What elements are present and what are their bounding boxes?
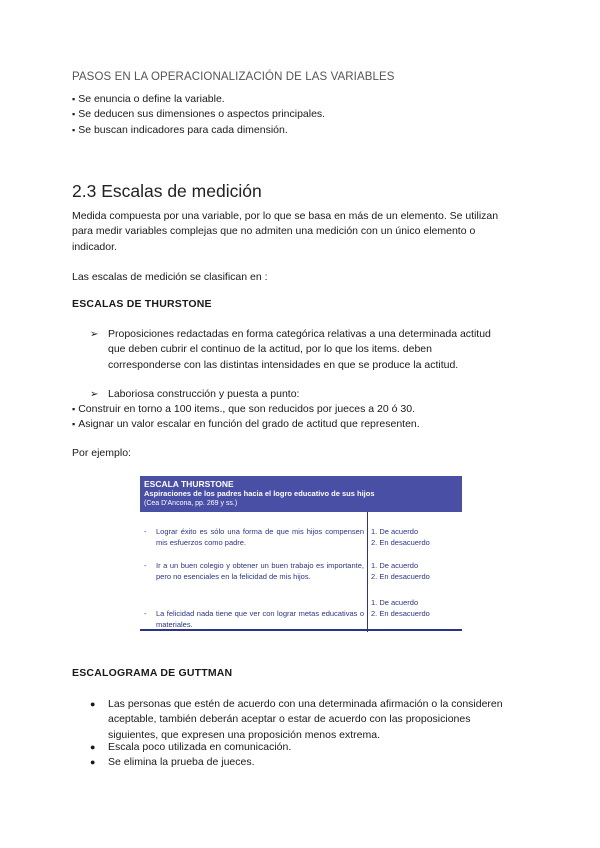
item-line: Las personas que estén de acuerdo con una determinada afirmación o la consideren: [108, 698, 503, 710]
bullet-icon: ●: [90, 757, 96, 767]
guttman-bullet-1: [90, 697, 530, 743]
item-line: Proposiciones redactadas en forma categórica relativas a una determinada actitud: [108, 328, 491, 340]
guttman-bullet-3: [90, 755, 530, 770]
thurstone-arrow-item-1: [90, 327, 520, 373]
arrow-bullet-icon: ➢: [90, 389, 99, 400]
bullet-icon: ●: [90, 699, 96, 709]
bullet-icon: ●: [90, 742, 96, 752]
row-statement: Ir a un buen colegio y obtener un buen trabajo es importante, pero no esenciales en la felicidad de mis hijos.: [156, 561, 364, 581]
item-line: Escala poco utilizada en comunicación.: [108, 741, 292, 753]
heading-thurstone: ESCALAS DE THURSTONE: [72, 298, 212, 310]
item-line: Se elimina la prueba de jueces.: [108, 756, 255, 768]
heading-guttman: ESCALOGRAMA DE GUTTMAN: [72, 667, 233, 679]
figure-divider: [367, 512, 368, 632]
paragraph-line: para medir variables complejas que no admiten una medición con un único elemento o: [72, 225, 476, 238]
list-item: ▪ Se enuncia o define la variable.: [72, 92, 325, 107]
figure-bottom-rule: [140, 629, 462, 631]
figure-title: ESCALA THURSTONE: [144, 479, 234, 489]
list-item: ▪ Se buscan indicadores para cada dimensión.: [72, 123, 325, 138]
clasifican-text: Las escalas de medición se clasifican en :: [72, 271, 268, 283]
item-line: corresponderse con las distintas intensidades en que se produce la actitud.: [108, 358, 459, 371]
option-label: 1. De acuerdo: [371, 561, 419, 570]
option-label: 2. En desacuerdo: [371, 572, 430, 581]
item-line: Laboriosa construcción y puesta a punto:: [108, 388, 300, 400]
paragraph-line: Medida compuesta por una variable, por lo que se basa en más de un elemento. Se utilizan: [72, 210, 499, 222]
row-options: [371, 560, 430, 582]
thurstone-arrow-item-2: [90, 387, 520, 402]
list-item: ▪ Construir en torno a 100 items., que son reducidos por jueces a 20 ó 30.: [72, 402, 420, 417]
list-item: ▪ Se deducen sus dimensiones o aspectos principales.: [72, 107, 325, 122]
item-line: aceptable, también deberán aceptar o estar de acuerdo con las proposiciones: [108, 713, 471, 726]
option-label: 1. De acuerdo: [371, 598, 419, 607]
row-statement: La felicidad nada tiene que ver con lograr metas educativas o materiales.: [156, 609, 364, 629]
figure-subtitle: Aspiraciones de los padres hacia el logro educativo de sus hijos: [144, 489, 375, 498]
option-label: 2. En desacuerdo: [371, 538, 430, 547]
thurstone-sub-list: [72, 402, 420, 433]
item-line: siguientes, que expresen una proposición menos extrema.: [108, 728, 380, 741]
intro-paragraph: [72, 209, 532, 255]
por-ejemplo-text: Por ejemplo:: [72, 447, 131, 459]
guttman-bullet-2: [90, 740, 530, 755]
row-statement: Lograr éxito es sólo una forma de que mis hijos compensen mis esfuerzos como padre.: [156, 527, 364, 547]
section-title-pasos: PASOS EN LA OPERACIONALIZACIÓN DE LAS VARIABLES: [72, 71, 395, 83]
arrow-bullet-icon: ➢: [90, 329, 99, 340]
row-dash: -: [144, 561, 147, 570]
figure-header: [140, 476, 462, 512]
figure-source: (Cea D'Ancona, pp. 269 y ss.): [144, 500, 238, 507]
list-item: ▪ Asignar un valor escalar en función del grado de actitud que representen.: [72, 417, 420, 432]
row-dash: -: [144, 609, 147, 618]
option-label: 2. En desacuerdo: [371, 609, 430, 618]
heading-escalas-medicion: 2.3 Escalas de medición: [72, 181, 262, 201]
option-label: 1. De acuerdo: [371, 527, 419, 536]
thurstone-example-figure: [140, 476, 462, 631]
item-line: que deben cubrir el continuo de la actitud, por lo que los items. deben: [108, 343, 432, 356]
row-options: [371, 597, 430, 619]
row-options: [371, 526, 430, 548]
paragraph-line: indicador.: [72, 240, 117, 253]
pasos-list: [72, 92, 325, 138]
row-dash: -: [144, 527, 147, 536]
